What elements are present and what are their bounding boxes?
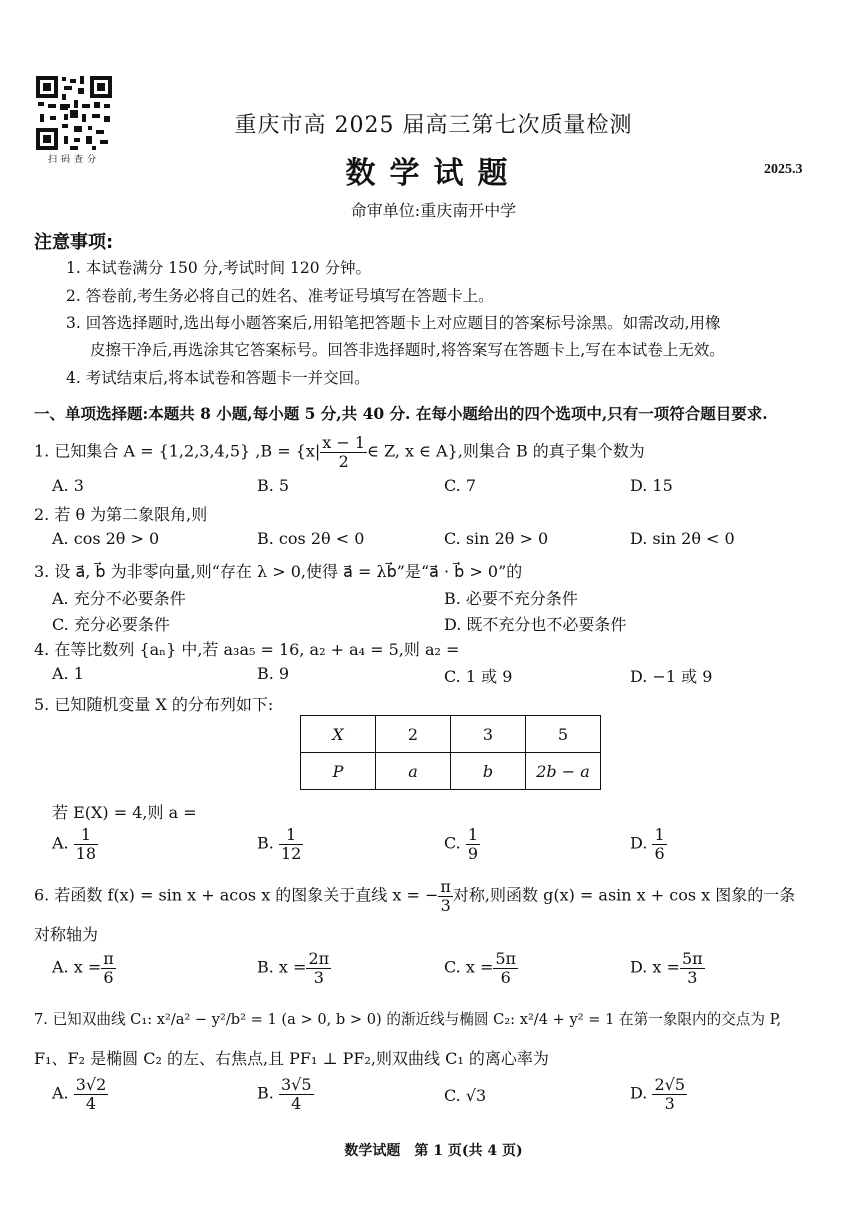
- question-4-option-b: B. 9: [257, 664, 290, 683]
- question-3-option-b: B. 必要不充分条件: [444, 589, 578, 608]
- question-3-option-a: A. 充分不必要条件: [52, 589, 186, 608]
- question-1-option-b: B. 5: [257, 476, 290, 495]
- table-cell: b: [451, 753, 526, 790]
- table-cell: a: [376, 753, 451, 790]
- fraction: $\frac{1}{9}$: [467, 825, 479, 863]
- fraction: $\frac{3√5}{4}$: [280, 1075, 312, 1113]
- table-cell: X: [301, 716, 376, 753]
- question-7-option-c: C. √3: [444, 1086, 487, 1105]
- question-3-option-d: D. 既不充分也不必要条件: [444, 615, 627, 634]
- question-2-option-d: D. sin 2θ < 0: [630, 529, 735, 548]
- table-row: [301, 716, 601, 753]
- distribution-table: [300, 715, 601, 790]
- question-5-stem: 5. 已知随机变量 X 的分布列如下:: [34, 695, 274, 714]
- question-2-option-c: C. sin 2θ > 0: [444, 529, 549, 548]
- question-2-option-a: A. cos 2θ > 0: [52, 529, 160, 548]
- question-1-option-d: D. 15: [630, 476, 673, 495]
- question-7-stem: 7. 已知双曲线 C₁: x²/a² − y²/b² = 1 (a > 0, b > 0) 的渐近线与椭圆 C₂: x²/4 + y² = 1 在第一象限内的交点为 P,: [34, 1011, 782, 1028]
- question-1-option-c: C. 7: [444, 476, 477, 495]
- question-6-stem-line2: 对称轴为: [34, 925, 99, 944]
- notice-item: 3. 回答选择题时,选出每小题答案后,用铅笔把答题卡上对应题目的答案标号涂黑。如需改动,用橡: [66, 314, 721, 332]
- question-4-option-a: A. 1: [52, 664, 84, 683]
- question-1-option-a: A. 3: [52, 476, 84, 495]
- table-cell: 5: [526, 716, 601, 753]
- question-3-stem: 3. 设 a⃗, b⃗ 为非零向量,则“存在 λ > 0,使得 a⃗ = λb⃗”是“a⃗ · b⃗ > 0”的: [34, 562, 523, 581]
- fraction: $\frac{5\pi}{6}$: [495, 949, 517, 987]
- question-5-option-d: D. $\frac{1}{6}$: [630, 825, 665, 863]
- fraction: $\frac{1}{12}$: [280, 825, 302, 863]
- setter-unit: 命审单位:重庆南开中学: [350, 201, 517, 220]
- fraction: $\frac{1}{6}$: [654, 825, 665, 863]
- exam-title: 重庆市高 2025 届高三第七次质量检测: [234, 113, 633, 138]
- question-6-option-b: B. x = $\frac{2\pi}{3}$: [257, 949, 330, 987]
- question-6-option-a: A. x = $\frac{\pi}{6}$: [52, 949, 114, 987]
- qr-caption: 扫码查分: [47, 155, 100, 165]
- question-5-option-c: C. $\frac{1}{9}$: [444, 825, 479, 863]
- question-7-stem-line2: F₁、F₂ 是椭圆 C₂ 的左、右焦点,且 PF₁ ⊥ PF₂,则双曲线 C₁ 的离心率为: [34, 1049, 549, 1068]
- notice-item: 皮擦干净后,再选涂其它答案标号。回答非选择题时,将答案写在答题卡上,写在本试卷上无效。: [90, 341, 725, 359]
- table-row: [301, 753, 601, 790]
- question-6-option-c: C. x = $\frac{5\pi}{6}$: [444, 949, 517, 987]
- question-2-option-b: B. cos 2θ < 0: [257, 529, 365, 548]
- question-1-stem: 1. 已知集合 A = {1,2,3,4,5} ,B = {x| $\frac{x - 1}{2}$ ∈ Z, x ∈ A},则集合 B 的真子集个数为: [34, 433, 645, 471]
- fraction: $\frac{3√2}{4}$: [75, 1075, 107, 1113]
- fraction: $\frac{\pi}{6}$: [103, 949, 114, 987]
- notice-heading: 注意事项:: [34, 232, 114, 253]
- table-cell: 2: [376, 716, 451, 753]
- notice-item: 2. 答卷前,考生务必将自己的姓名、准考证号填写在答题卡上。: [66, 287, 494, 305]
- fraction: $\frac{\pi}{3}$: [440, 877, 451, 915]
- fraction: $\frac{5\pi}{3}$: [681, 949, 703, 987]
- notice-item: 4. 考试结束后,将本试卷和答题卡一并交回。: [66, 369, 370, 387]
- fraction: $\frac{x - 1}{2}$: [322, 433, 366, 471]
- page-footer: 数学试题 第 1 页(共 4 页): [344, 1143, 523, 1159]
- fraction: $\frac{2\pi}{3}$: [308, 949, 330, 987]
- question-3-option-c: C. 充分必要条件: [52, 615, 170, 634]
- exam-date: 2025.3: [764, 162, 803, 177]
- subject-title: 数学试题: [345, 156, 522, 191]
- table-cell: 3: [451, 716, 526, 753]
- question-2-stem: 2. 若 θ 为第二象限角,则: [34, 505, 208, 524]
- question-7-option-d: D. $\frac{2√5}{3}$: [630, 1075, 685, 1113]
- question-4-option-c: C. 1 或 9: [444, 667, 513, 686]
- question-5-option-b: B. $\frac{1}{12}$: [257, 825, 302, 863]
- notice-item: 1. 本试卷满分 150 分,考试时间 120 分钟。: [66, 259, 372, 277]
- question-7-option-a: A. $\frac{3√2}{4}$: [52, 1075, 107, 1113]
- question-5-option-a: A. $\frac{1}{18}$: [52, 825, 97, 863]
- fraction: $\frac{2√5}{3}$: [654, 1075, 685, 1113]
- question-6-stem: 6. 若函数 f(x) = sin x + acos x 的图象关于直线 x = − $\frac{\pi}{3}$ 对称,则函数 g(x) = asin x + cos x 图象的一条: [34, 877, 796, 915]
- table-cell: 2b − a: [526, 753, 601, 790]
- table-cell: P: [301, 753, 376, 790]
- question-4-stem: 4. 在等比数列 {aₙ} 中,若 a₃a₅ = 16, a₂ + a₄ = 5,则 a₂ =: [34, 640, 460, 659]
- question-5-condition: 若 E(X) = 4,则 a =: [52, 803, 197, 822]
- question-7-option-b: B. $\frac{3√5}{4}$: [257, 1075, 312, 1113]
- fraction: $\frac{1}{18}$: [75, 825, 97, 863]
- question-4-option-d: D. −1 或 9: [630, 667, 713, 686]
- section-heading: 一、单项选择题:本题共 8 小题,每小题 5 分,共 40 分. 在每小题给出的四个选项中,只有一项符合题目要求.: [34, 404, 768, 423]
- question-6-option-d: D. x = $\frac{5\pi}{3}$: [630, 949, 703, 987]
